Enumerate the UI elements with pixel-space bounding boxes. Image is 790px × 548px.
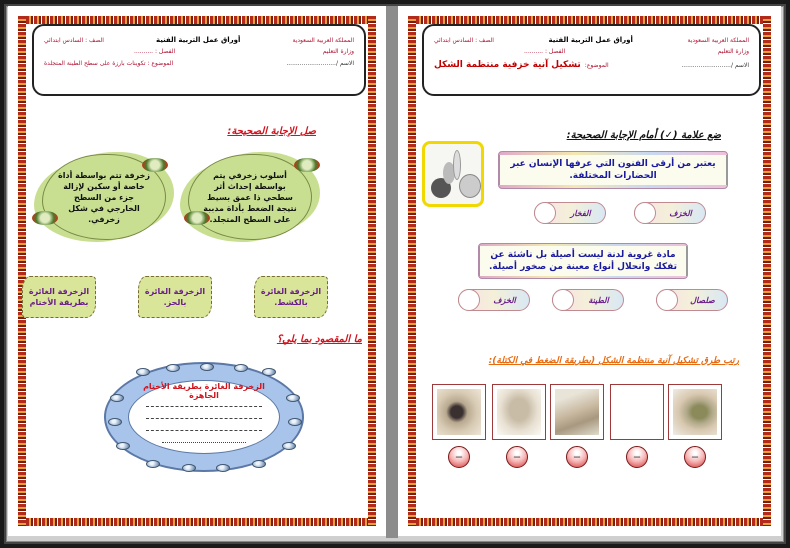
topic-label: الموضوع : تكوينات بارزة على سطح الطينة المتجلدة xyxy=(44,60,174,67)
bead-icon xyxy=(146,460,160,468)
page-gutter xyxy=(386,6,398,538)
cloud-text: زخرفة تتم بواسطة أداة خاصة أو سكين لإزالة جزء من السطح الخارجي في شكل زخرفي. xyxy=(58,170,150,224)
header-card xyxy=(422,24,761,96)
check-section-title: ضع علامة (✓) أمام الإجابة الصحيحة: xyxy=(566,130,721,141)
checkbox-circle[interactable] xyxy=(552,289,574,311)
option-label: الفخار xyxy=(570,208,591,218)
order-number-3[interactable]: — xyxy=(566,446,588,468)
photo-fill xyxy=(555,389,599,435)
pottery-illustration xyxy=(422,141,484,207)
order-number-2[interactable]: — xyxy=(506,446,528,468)
order-section-title: رتب طرق تشكيل آنية منتظمة الشكل (بطريقة الضغط في الكتلة): xyxy=(488,356,739,366)
option-ceramic[interactable] xyxy=(458,289,530,311)
checkbox-circle[interactable] xyxy=(634,202,656,224)
header-card xyxy=(32,24,366,96)
topic-value: تشكيل آنية خزفية منتظمة الشكل xyxy=(434,60,581,70)
worksheet-page-right xyxy=(398,6,781,536)
question-1-text: يعتبر من أرقى الفنون التي عرفها الإنسان عبر الحضارات المختلفة. xyxy=(499,155,727,185)
banner-incising[interactable] xyxy=(138,276,212,318)
bead-icon xyxy=(116,442,130,450)
pot-shape xyxy=(453,150,461,180)
ornament-border-left xyxy=(18,16,26,526)
answer-line-1[interactable] xyxy=(146,406,262,407)
order-number-4[interactable]: — xyxy=(626,446,648,468)
order-number-5[interactable]: — xyxy=(684,446,706,468)
bead-icon xyxy=(136,368,150,376)
ministry-label: وزارة التعليم xyxy=(717,48,749,55)
bead-icon xyxy=(200,363,214,371)
ornament-border-bottom xyxy=(408,518,771,526)
photo-fill xyxy=(497,389,541,435)
bead-icon xyxy=(108,418,122,426)
answer-line-2[interactable] xyxy=(146,418,262,419)
name-field[interactable]: الاسم /.......................... xyxy=(286,60,354,67)
stamp-ring-frame xyxy=(104,362,304,472)
ornament-border-top xyxy=(18,16,376,24)
ornament-border-bottom xyxy=(18,518,376,526)
question-1-box xyxy=(498,151,728,189)
class-field[interactable]: الفصل : .......... xyxy=(134,48,176,55)
step-photo-smoothing-edge xyxy=(550,384,604,440)
step-photo-pinching-bowl xyxy=(432,384,486,440)
country-label: المملكة العربية السعودية xyxy=(292,36,354,44)
order-number-1[interactable]: — xyxy=(448,446,470,468)
bead-icon xyxy=(288,418,302,426)
bead-icon xyxy=(110,394,124,402)
bead-icon xyxy=(286,394,300,402)
ornament-border-left xyxy=(408,16,416,526)
worksheet-page-left xyxy=(8,6,386,536)
option-clay-body[interactable] xyxy=(552,289,624,311)
step-photo-clay-ball xyxy=(668,384,722,440)
cloud-ornament-icon xyxy=(184,211,210,225)
ring-prompt: الزخرفة الغائرة بطريقة الأختام الجاهزة xyxy=(143,382,265,400)
option-label: الخزف xyxy=(493,295,516,305)
bead-icon xyxy=(234,364,248,372)
grade-label: الصف : السادس ابتدائي xyxy=(434,36,494,44)
country-label: المملكة العربية السعودية xyxy=(687,36,749,44)
topic-label: الموضوع: xyxy=(584,61,609,69)
banner-stamps[interactable] xyxy=(22,276,96,318)
ornament-border-right xyxy=(368,16,376,526)
answer-line-3[interactable] xyxy=(146,430,262,431)
option-pottery[interactable] xyxy=(534,202,606,224)
question-2-box xyxy=(478,243,688,279)
bead-icon xyxy=(182,464,196,472)
question-2-text: مادة غروية لدنة ليست أصيلة بل ناشئة عن تفكك وانحلال أنواع معينة من صخور أصيلة. xyxy=(479,246,687,276)
ornament-border-right xyxy=(763,16,771,526)
bead-icon xyxy=(166,364,180,372)
step-photo-blank xyxy=(610,384,664,440)
cloud-text: أسلوب زخرفي يتم بواسطة إحداث أثر سطحي ذا عمق بسيط نتيجة الضغط بأداة مدببة على السطح المتجلد. xyxy=(203,170,297,224)
class-field[interactable]: الفصل : .......... xyxy=(524,48,566,55)
photo-fill xyxy=(673,389,717,435)
answer-line-4[interactable] xyxy=(162,442,246,443)
banner-text: الزخرفة الغائرة بالكشط. xyxy=(260,287,322,307)
step-photo-clay-bowl xyxy=(492,384,546,440)
name-field[interactable]: الاسم /.......................... xyxy=(681,61,749,69)
option-ceramics[interactable] xyxy=(634,202,706,224)
match-section-title: صل الإجابة الصحيحة: xyxy=(227,126,316,137)
define-section-title: ما المقصود بما يلي؟ xyxy=(276,334,362,345)
banner-text: الزخرفة الغائرة بطريقة الأختام xyxy=(28,287,90,307)
bead-icon xyxy=(282,442,296,450)
checkbox-circle[interactable] xyxy=(458,289,480,311)
banner-scraping[interactable] xyxy=(254,276,328,318)
ministry-label: وزارة التعليم xyxy=(322,48,354,55)
cloud-ornament-icon xyxy=(294,158,320,172)
cloud-ornament-icon xyxy=(142,158,168,172)
ornament-border-top xyxy=(408,16,771,24)
option-label: الخزف xyxy=(669,208,692,218)
grade-label: الصف : السادس ابتدائي xyxy=(44,36,104,44)
bead-icon xyxy=(262,368,276,376)
bead-icon xyxy=(252,460,266,468)
pot-shape xyxy=(459,174,481,198)
photo-fill xyxy=(437,389,481,435)
worksheet-title: أوراق عمل التربية الفنية xyxy=(548,36,633,44)
cloud-ornament-icon xyxy=(32,211,58,225)
bead-icon xyxy=(216,464,230,472)
worksheet-title: أوراق عمل التربية الفنية xyxy=(155,36,241,44)
option-label: صلصال xyxy=(690,295,715,305)
checkbox-circle[interactable] xyxy=(656,289,678,311)
option-clay[interactable] xyxy=(656,289,728,311)
cloud-definition-1[interactable] xyxy=(188,154,312,240)
banner-text: الزخرفة الغائرة بالحز. xyxy=(144,287,206,307)
option-label: الطينة xyxy=(588,295,609,305)
checkbox-circle[interactable] xyxy=(534,202,556,224)
